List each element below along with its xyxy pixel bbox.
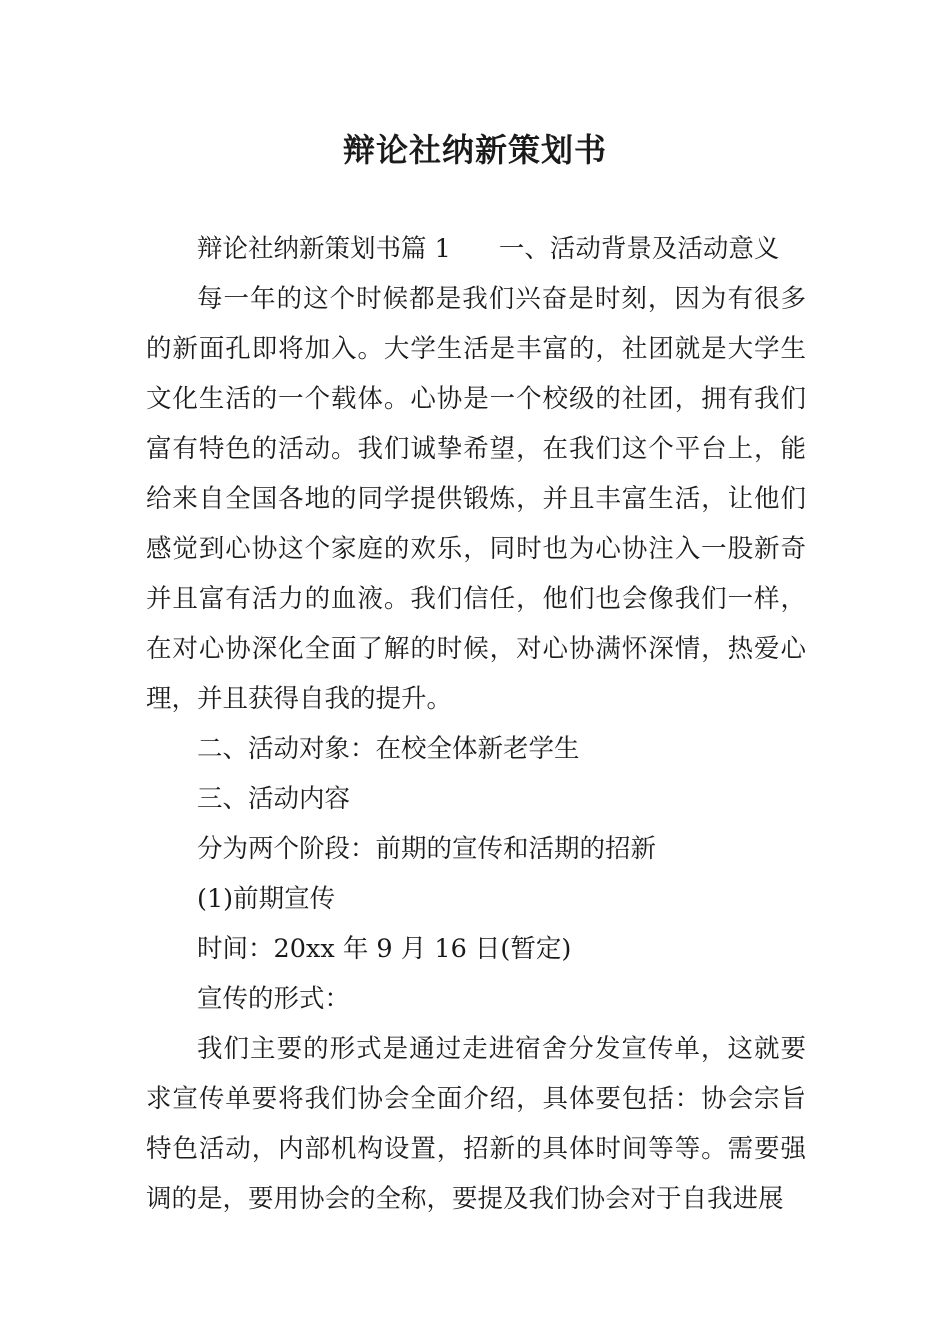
paragraph-time: 时间：20xx 年 9 月 16 日(暂定) bbox=[197, 934, 572, 964]
document-body bbox=[146, 224, 806, 1224]
paragraph-form-detail: 我们主要的形式是通过走进宿舍分发宣传单，这就要求宣传单要将我们协会全面介绍，具体要包括：协会宗旨特色活动，内部机构设置，招新的具体时间等等。需要强调的是，要用协会的全称，要提及我们协会对于自我进展 bbox=[146, 1034, 806, 1214]
section-heading: 一、活动背景及活动意义 bbox=[498, 234, 780, 264]
page-title: 辩论社纳新策划书 bbox=[342, 131, 607, 169]
article-label: 辩论社纳新策划书篇 1 bbox=[197, 234, 451, 264]
paragraph-target: 二、活动对象：在校全体新老学生 bbox=[197, 734, 580, 764]
paragraph-form-heading: 宣传的形式： bbox=[197, 984, 351, 1014]
section-heading-line bbox=[146, 224, 806, 274]
paragraph-background: 每一年的这个时候都是我们兴奋是时刻，因为有很多的新面孔即将加入。大学生活是丰富的，社团就是大学生文化生活的一个载体。心协是一个校级的社团，拥有我们富有特色的活动。我们诚挚希望，在我们这个平台上，能给来自全国各地的同学提供锻炼，并且丰富生活，让他们感觉到心协这个家庭的欢乐，同时也为心协注入一股新奇并且富有活力的血液。我们信任，他们也会像我们一样，在对心协深化全面了解的时候，对心协满怀深情，热爱心理，并且获得自我的提升。 bbox=[146, 284, 806, 714]
paragraph-stages: 分为两个阶段：前期的宣传和活期的招新 bbox=[197, 834, 657, 864]
paragraph-content-heading: 三、活动内容 bbox=[197, 784, 351, 814]
paragraph-publicity-heading: (1)前期宣传 bbox=[197, 884, 336, 914]
